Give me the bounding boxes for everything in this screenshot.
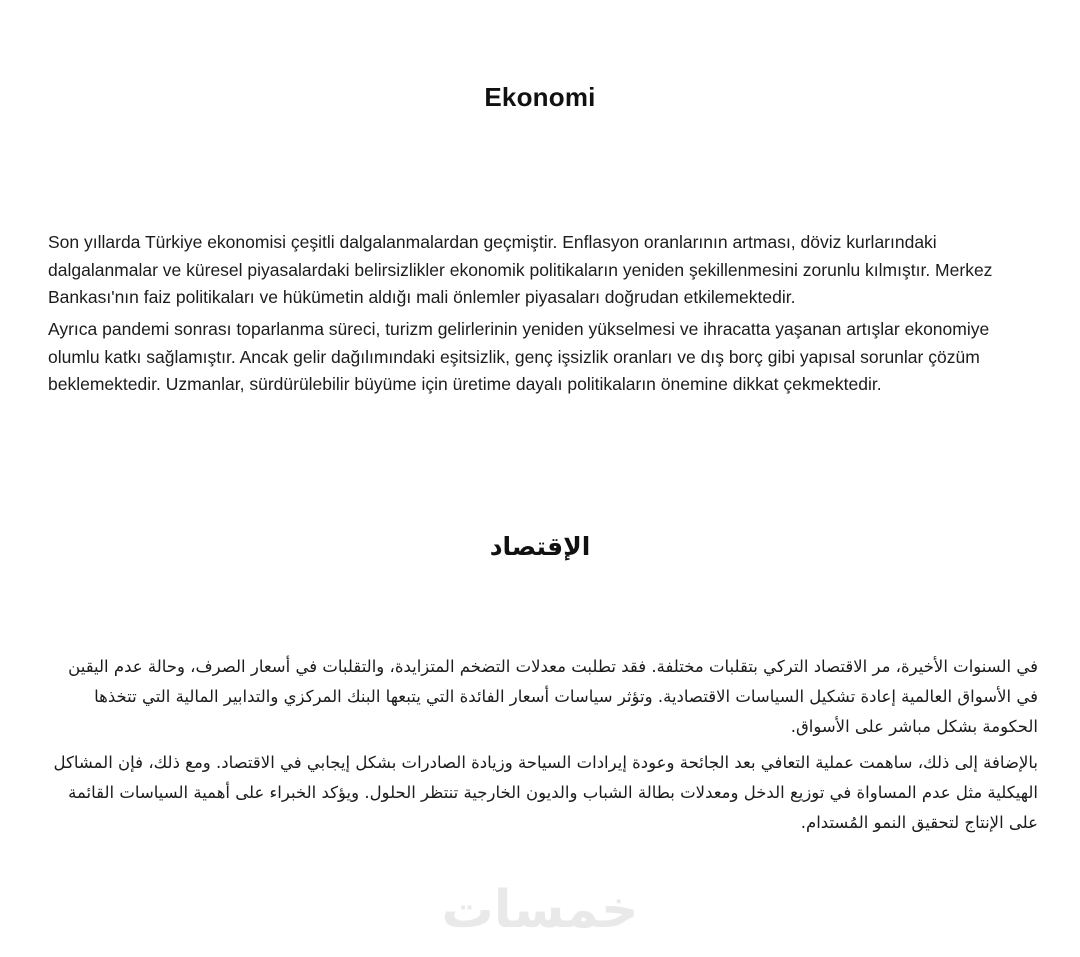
turkish-section-title: Ekonomi [484, 82, 596, 112]
turkish-paragraph-2: Ayrıca pandemi sonrası toparlanma süreci, turizm gelirlerinin yeniden yükselmesi ve ihracatta yaşanan artışlar ekonomiye olumlu katkı sağlamıştır. Ancak gelir dağılımındaki eşitsizlik, genç işsizlik oranları ve dış borç gibi yapısal sorunlar çözüm beklemektedir. Uzmanlar, sürdürülebilir büyüme için üretime dayalı politikaların önemine dikkat çekmektedir. [48, 319, 990, 394]
arabic-paragraph-2: بالإضافة إلى ذلك، ساهمت عملية التعافي بعد الجائحة وعودة إيرادات السياحة وزيادة الصادرات بشكل إيجابي في الاقتصاد. ومع ذلك، فإن المشاكل الهيكلية مثل عدم المساواة في توزيع الدخل ومعدلات بطالة الشباب والديون الخارجية تنتظر الحلول. ويؤكد الخبراء على أهمية السياسات القائمة على الإنتاج لتحقيق النمو المُستدام. [53, 753, 1038, 832]
arabic-section-title: الإقتصاد [489, 532, 591, 561]
arabic-paragraph-1: في السنوات الأخيرة، مر الاقتصاد التركي بتقلبات مختلفة. فقد تطلبت معدلات التضخم المتزايدة، والتقلبات في أسعار الصرف، وحالة عدم اليقين في الأسواق العالمية إعادة تشكيل السياسات الاقتصادية. وتؤثر سياسات أسعار الفائدة التي يتبعها البنك المركزي والتدابير المالية التي تتخذها الحكومة بشكل مباشر على الأسواق. [68, 657, 1038, 736]
turkish-paragraph-1: Son yıllarda Türkiye ekonomisi çeşitli dalgalanmalardan geçmiştir. Enflasyon oranlarının artması, döviz kurlarındaki dalgalanmalar ve küresel piyasalardaki belirsizlikler ekonomik politikaların yeniden şekillenmesini zorunlu kılmıştır. Merkez Bankası'nın faiz politikaları ve hükümetin aldığı mali önlemler piyasaları doğrudan etkilemektedir. [48, 232, 993, 307]
khamsat-watermark: خمسات [441, 880, 639, 940]
